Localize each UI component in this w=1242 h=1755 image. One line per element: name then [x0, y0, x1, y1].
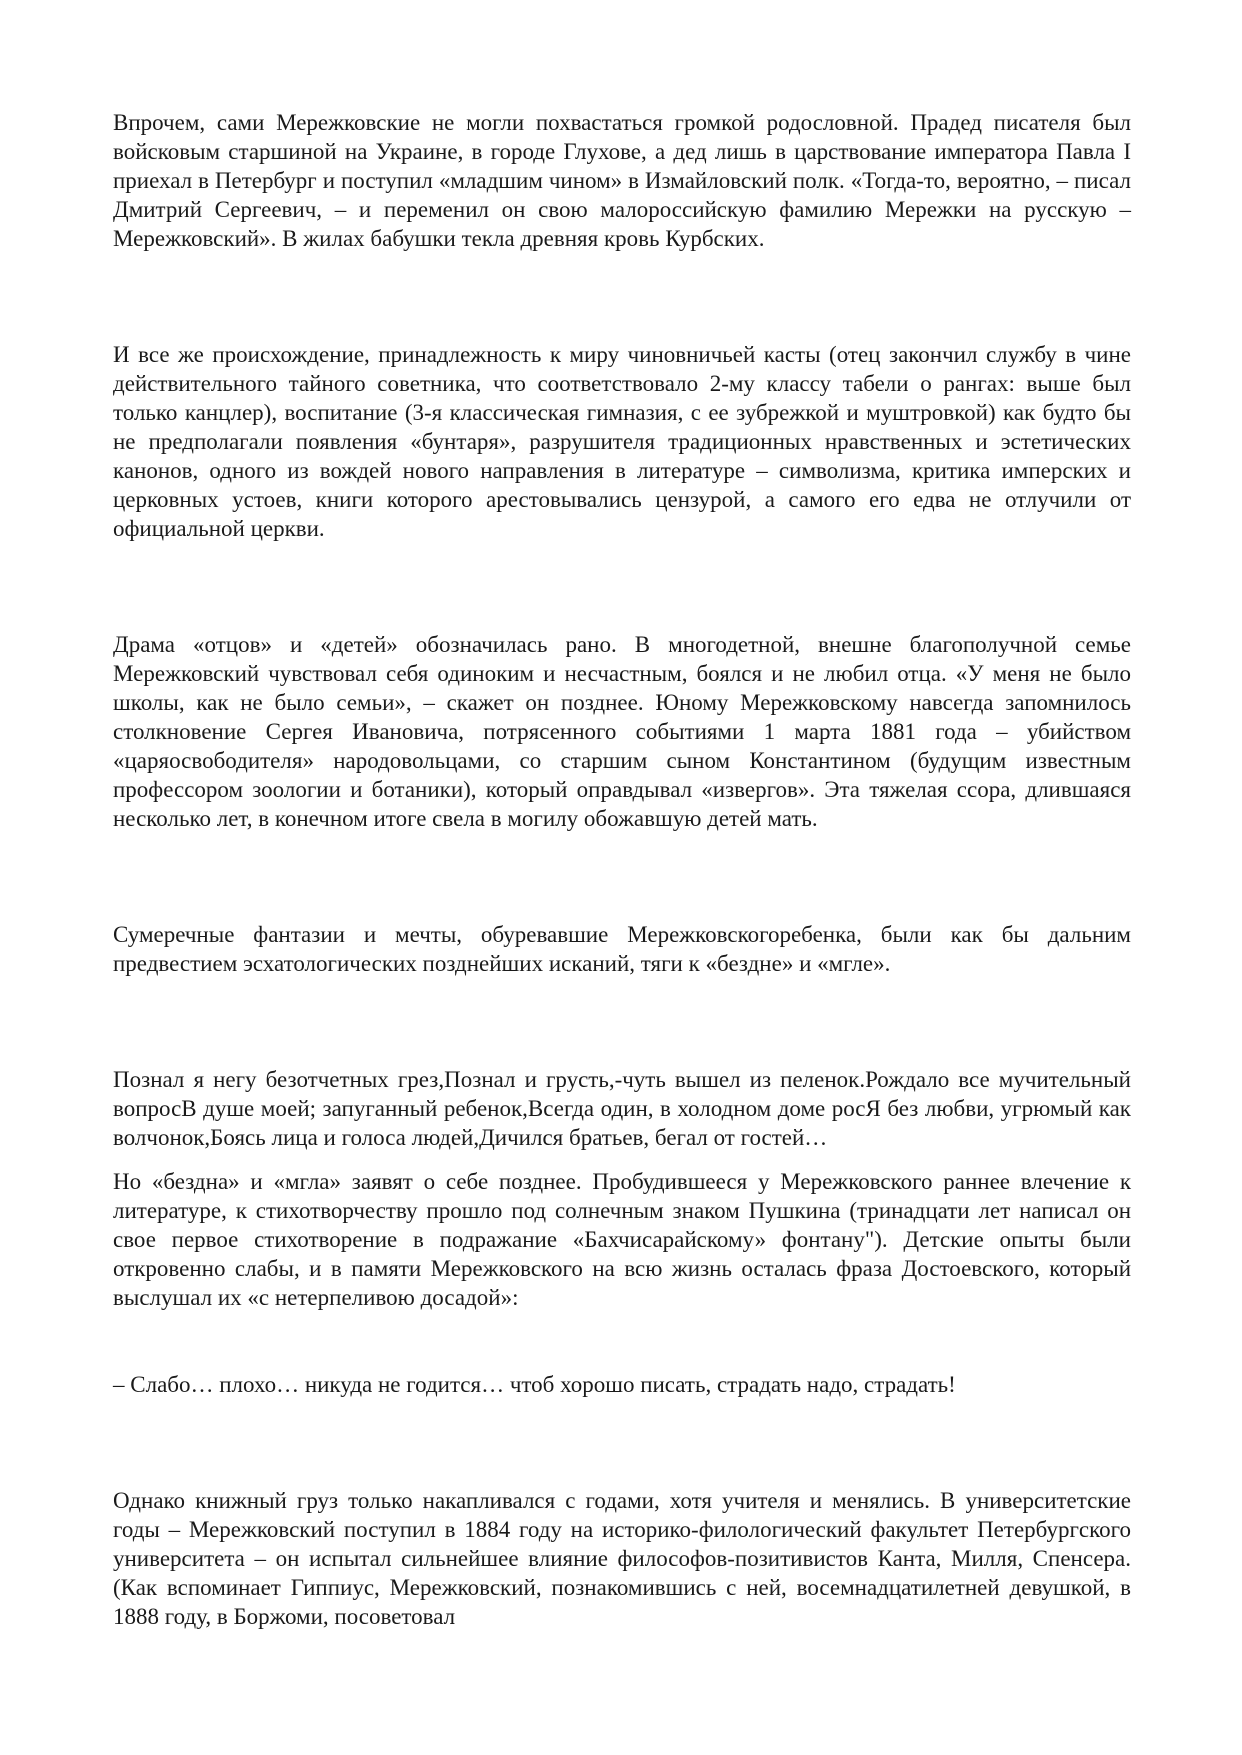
paragraph-university-years: Однако книжный груз только накапливался с годами, хотя учителя и менялись. В университетские годы – Мережковский поступил в 1884 году на историко-филологический факультет Петербургского университета – он испытал сильнейшее влияние философов-позитивистов Канта, Милля, Спенсера. (Как вспоминает Гиппиус, Мережковский, познакомившись с ней, восемнадцатилетней девушкой, в 1888 году, в Боржоми, посоветовал — [113, 1488, 1131, 1629]
paragraph-fathers-and-children: Драма «отцов» и «детей» обозначилась рано. В многодетной, внешне благополучной семье Мережковский чувствовал себя одиноким и несчастным, боялся и не любил отца. «У меня не было школы, как не было семьи», – скажет он позднее. Юному Мережковскому навсегда запомнилось столкновение Сергея Ивановича, потрясенного событиями 1 марта 1881 года – убийством «царяосвободителя» народовольцами, со старшим сыном Константином (будущим известным профессором зоологии и ботаники), который оправдывал «извергов». Эта тяжелая ссора, длившаяся несколько лет, в конечном итоге свела в могилу обожавшую детей мать. — [113, 632, 1131, 831]
paragraph-twilight-fantasies: Сумеречные фантазии и мечты, обуревавшие Мережковскогоребенка, были как бы дальним предвестием эсхатологических позднейших исканий, тяги к «бездне» и «мгле». — [113, 922, 1131, 976]
paragraph-origin: И все же происхождение, принадлежность к миру чиновничьей касты (отец закончил службу в чине действительного тайного советника, что соответствовало 2-му классу табели о рангах: выше был только канцлер), воспитание (3-я классическая гимназия, с ее зубрежкой и муштровкой) как будто бы не предполагали появления «бунтаря», разрушителя традиционных нравственных и эстетических канонов, одного из вождей нового направления в литературе – символизма, критика имперских и церковных устоев, книги которого арестовывались цензурой, а самого его едва не отлучили от официальной церкви. — [113, 342, 1131, 541]
document-page — [113, 108, 1131, 1631]
paragraph-genealogy: Впрочем, сами Мережковские не могли похвастаться громкой родословной. Прадед писателя был войсковым старшиной на Украине, в городе Глухове, а дед лишь в царствование императора Павла I приехал в Петербург и поступил «младшим чином» в Измайловский полк. «Тогда-то, вероятно, – писал Дмитрий Сергеевич, – и переменил он свою малороссийскую фамилию Мережки на русскую – Мережковский». В жилах бабушки текла древняя кровь Курбских. — [113, 110, 1131, 251]
paragraph-early-poetry: Но «бездна» и «мгла» заявят о себе позднее. Пробудившееся у Мережковского раннее влечение к литературе, к стихотворчеству прошло под солнечным знаком Пушкина (тринадцати лет написал он свое первое стихотворение в подражание «Бахчисарайскому» фонтану"). Детские опыты были откровенно слабы, и в памяти Мережковского на всю жизнь осталась фраза Достоевского, который выслушал их «с нетерпеливою досадой»: — [113, 1169, 1131, 1310]
paragraph-poem: Познал я негу безотчетных грез,Познал и грусть,-чуть вышел из пеленок.Рождало все мучительный вопросВ душе моей; запуганный ребенок,Всегда один, в холодном доме росЯ без любви, угрюмый как волчонок,Боясь лица и голоса людей,Дичился братьев, бегал от гостей… — [113, 1067, 1131, 1150]
paragraph-dostoevsky-quote: – Слабо… плохо… никуда не годится… чтоб хорошо писать, страдать надо, страдать! — [113, 1372, 956, 1397]
